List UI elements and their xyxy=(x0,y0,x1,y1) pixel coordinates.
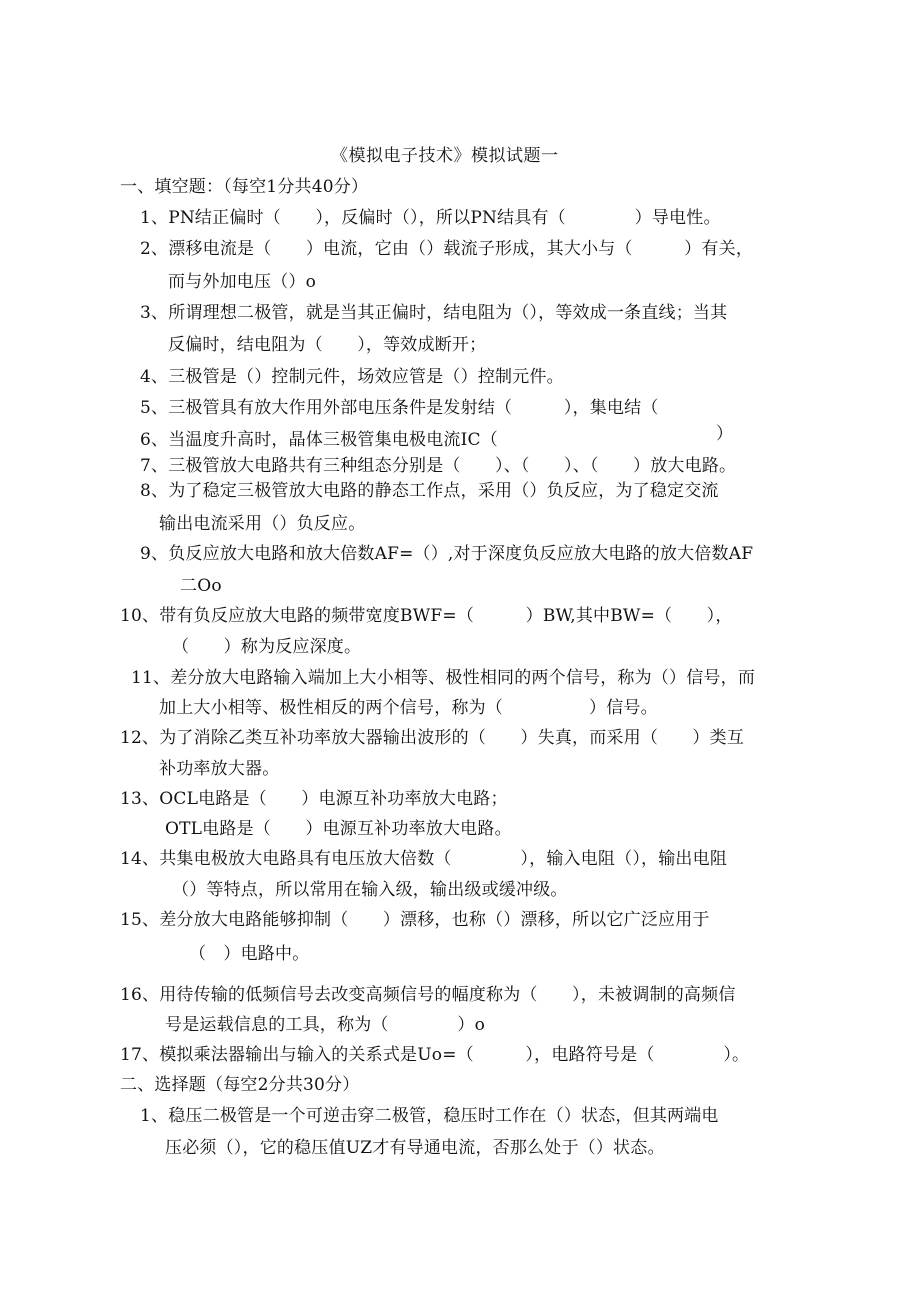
question-16-line-2: 号是运载信息的工具，称为（ ）o xyxy=(165,1015,486,1035)
question-8-line-1: 8、为了稳定三极管放大电路的静态工作点，采用（）负反应，为了稳定交流 xyxy=(140,481,719,501)
question-2-line-1: 2、漂移电流是（ ）电流，它由（）载流子形成，其大小与（ ）有关， xyxy=(140,239,754,259)
question-1-line-1: 1、PN结正偏时（ ），反偏时（），所以PN结具有（ ）导电性。 xyxy=(140,208,721,228)
question-17-line-1: 17、模拟乘法器输出与输入的关系式是Uo=（ ），电路符号是（ ）。 xyxy=(120,1045,750,1065)
question-2-line-2: 而与外加电压（）o xyxy=(168,272,317,292)
question-5-line-1: 5、三极管具有放大作用外部电压条件是发射结（ ），集电结（ xyxy=(140,398,659,418)
question-10-line-2: （ ）称为反应深度。 xyxy=(172,637,362,657)
choice-question-1-line-1: 1、稳压二极管是一个可逆击穿二极管，稳压时工作在（）状态，但其两端电 xyxy=(140,1106,719,1126)
question-16-line-1: 16、用待传输的低频信号去改变高频信号的幅度称为（ ），未被调制的高频信 xyxy=(120,985,736,1005)
question-12-line-2: 补功率放大器。 xyxy=(159,759,280,779)
question-12-line-1: 12、为了消除乙类互补功率放大器输出波形的（ ）失真，而采用（ ）类互 xyxy=(120,728,745,748)
question-14-line-1: 14、共集电极放大电路具有电压放大倍数（ ），输入电阻（），输出电阻 xyxy=(120,849,728,869)
question-3-line-1: 3、所谓理想二极管，就是当其正偏时，结电阻为（），等效成一条直线；当其 xyxy=(140,303,728,323)
question-15-line-1: 15、差分放大电路能够抑制（ ）漂移，也称（）漂移，所以它广泛应用于 xyxy=(120,910,710,930)
question-11-line-1: 11、差分放大电路输入端加上大小相等、极性相同的两个信号，称为（）信号，而 xyxy=(131,668,756,688)
question-9-line-2: 二Oo xyxy=(180,576,222,596)
question-6-closing-paren: ） xyxy=(716,424,734,444)
document-title: 《模拟电子技术》模拟试题一 xyxy=(331,146,559,166)
question-4-line-1: 4、三极管是（）控制元件，场效应管是（）控制元件。 xyxy=(140,367,564,387)
question-7-line-1: 7、三极管放大电路共有三种组态分别是（ ）、（ ）、（ ）放大电路。 xyxy=(140,456,737,476)
section-heading-fill-blank: 一、填空题：（每空1分共40分） xyxy=(120,177,369,197)
section-heading-multiple-choice: 二、选择题（每空2分共30分） xyxy=(120,1075,360,1095)
question-8-line-2: 输出电流采用（）负反应。 xyxy=(159,514,366,534)
question-15-line-2: （ ）电路中。 xyxy=(189,944,310,964)
question-11-line-2: 加上大小相等、极性相反的两个信号，称为（ ）信号。 xyxy=(159,698,658,718)
question-10-line-1: 10、带有负反应放大电路的频带宽度BWF=（ ）BW,其中BW=（ ）， xyxy=(120,606,733,626)
question-9-line-1: 9、负反应放大电路和放大倍数AF=（）,对于深度负反应放大电路的放大倍数AF xyxy=(140,544,754,564)
choice-question-1-line-2: 压必须（），它的稳压值UZ才有导通电流，否那么处于（）状态。 xyxy=(165,1138,665,1158)
question-14-line-2: （）等特点，所以常用在输入级，输出级或缓冲级。 xyxy=(172,880,568,900)
question-3-line-2: 反偏时，结电阻为（ ），等效成断开； xyxy=(168,335,487,355)
question-6-line-1: 6、当温度升高时，晶体三极管集电极电流IC（ xyxy=(140,430,498,450)
question-13-line-1: 13、OCL电路是（ ）电源互补功率放大电路； xyxy=(120,789,508,809)
question-13-line-2: OTL电路是（ ）电源互补功率放大电路。 xyxy=(165,819,512,839)
